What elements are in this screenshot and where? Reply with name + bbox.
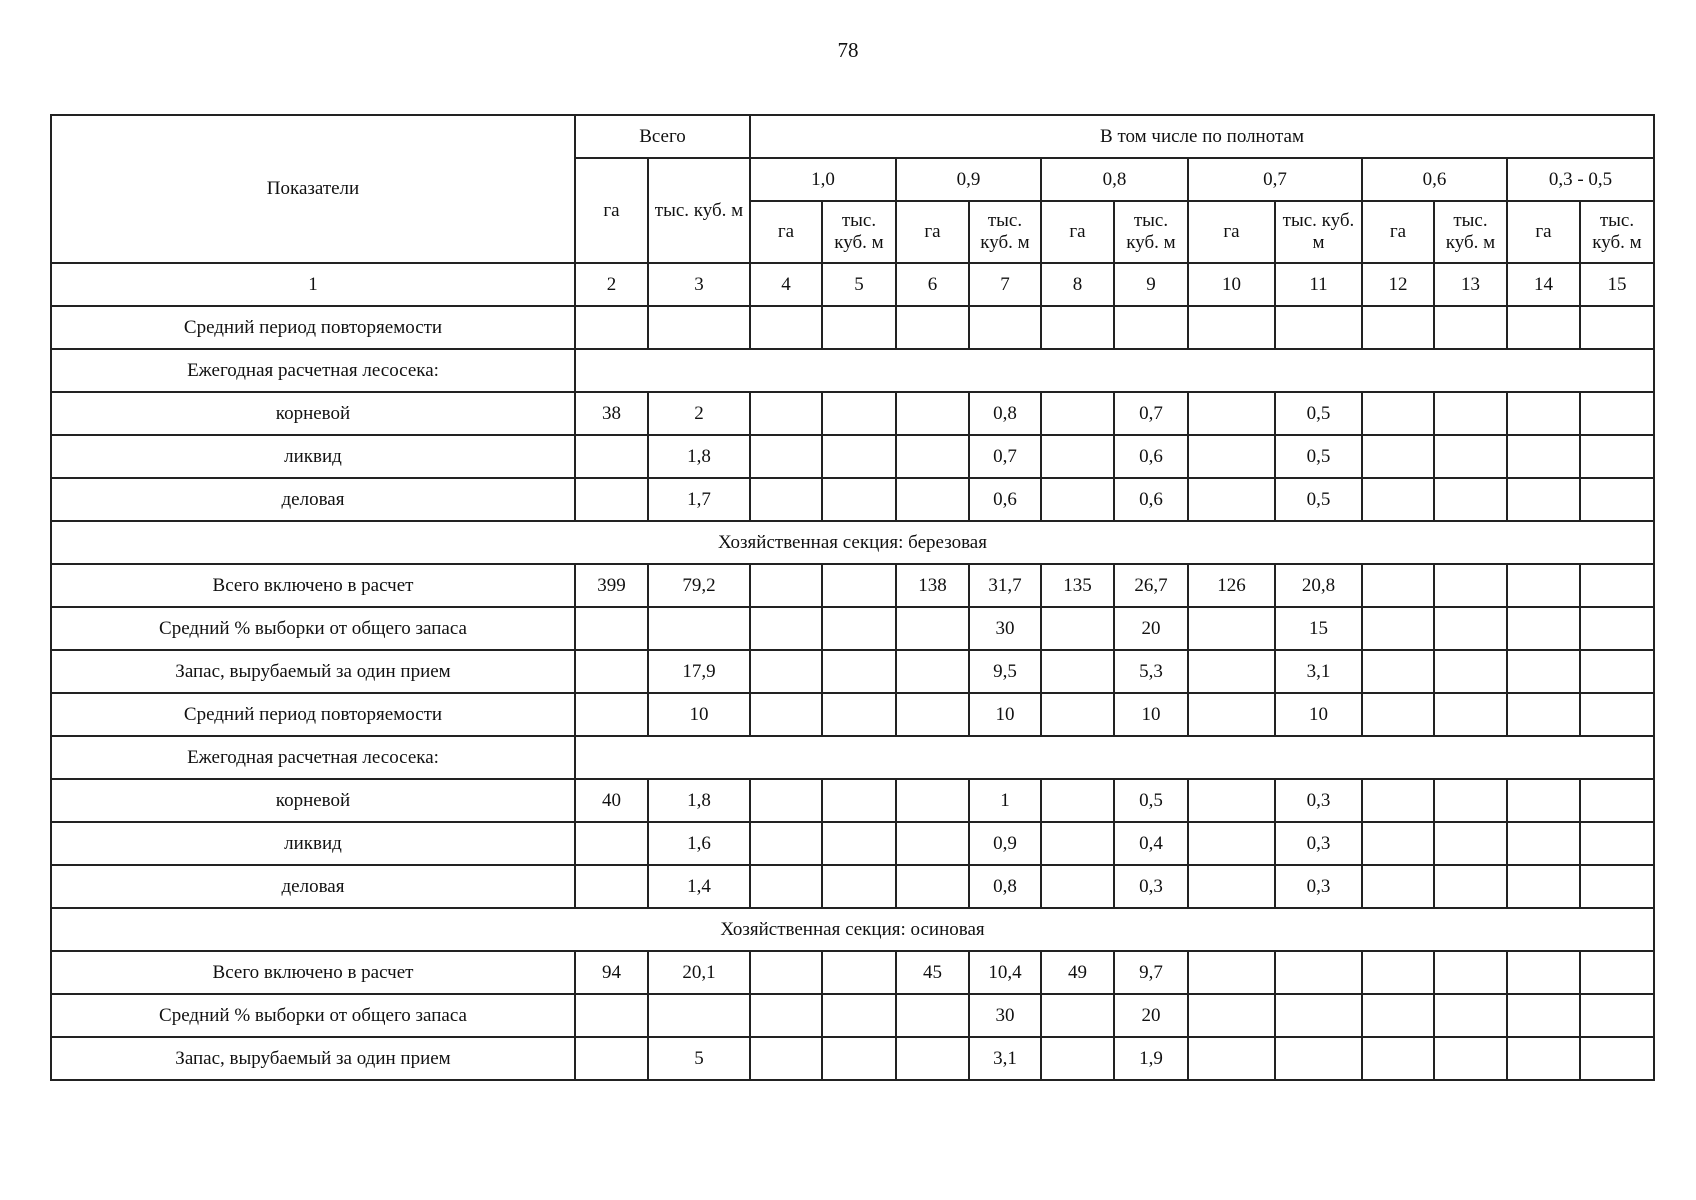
row-label: корневой [51,392,575,435]
column-number: 9 [1114,263,1188,306]
column-number: 11 [1275,263,1362,306]
table-cell: 135 [1041,564,1114,607]
header-density-3: 0,8 [1041,158,1188,201]
header-unit-volume: тыс. куб. м [1114,201,1188,263]
table-cell [575,865,648,908]
header-unit-volume: тыс. куб. м [1580,201,1654,263]
table-cell [1362,392,1434,435]
row-label: Всего включено в расчет [51,564,575,607]
table-cell: 399 [575,564,648,607]
table-row [51,951,1654,994]
column-number: 14 [1507,263,1580,306]
header-row-1 [51,115,1654,158]
table-cell: 40 [575,779,648,822]
table-row [51,1037,1654,1080]
table-cell [1507,994,1580,1037]
table-cell [896,994,969,1037]
table-cell [750,607,822,650]
table-cell [1041,822,1114,865]
column-number: 10 [1188,263,1275,306]
table-cell [1434,779,1507,822]
header-density-4: 0,7 [1188,158,1362,201]
column-number: 1 [51,263,575,306]
table-cell: 15 [1275,607,1362,650]
table-cell: 1,8 [648,779,750,822]
row-label: Всего включено в расчет [51,951,575,994]
table-cell: 0,5 [1275,392,1362,435]
header-unit-ha: га [750,201,822,263]
table-cell: 0,6 [1114,478,1188,521]
table-cell [896,865,969,908]
table-cell: 79,2 [648,564,750,607]
table-cell [1041,478,1114,521]
table-cell [1434,306,1507,349]
table-cell: 0,9 [969,822,1041,865]
row-label: ликвид [51,822,575,865]
table-cell: 0,4 [1114,822,1188,865]
table-cell [750,865,822,908]
table-cell [1362,779,1434,822]
table-cell [822,1037,896,1080]
table-cell [575,650,648,693]
subheading-row [51,736,1654,779]
table-cell [575,994,648,1037]
table-cell [1434,693,1507,736]
table-cell [1362,306,1434,349]
table-cell [1580,435,1654,478]
table-cell [822,865,896,908]
table-cell: 94 [575,951,648,994]
table-cell [1507,650,1580,693]
table-cell: 45 [896,951,969,994]
table-row [51,822,1654,865]
table-cell [1580,392,1654,435]
header-unit-volume: тыс. куб. м [1434,201,1507,263]
table-cell [1188,435,1275,478]
table-cell [1041,994,1114,1037]
table-cell [896,822,969,865]
table-row [51,607,1654,650]
table-cell [1362,693,1434,736]
header-unit-ha: га [1188,201,1275,263]
header-indicator: Показатели [51,115,575,263]
table-cell [1507,951,1580,994]
table-cell: 10,4 [969,951,1041,994]
table-cell: 38 [575,392,648,435]
column-number: 3 [648,263,750,306]
table-cell: 0,8 [969,865,1041,908]
table-cell: 26,7 [1114,564,1188,607]
table-cell [896,392,969,435]
table-cell: 138 [896,564,969,607]
table-cell [575,822,648,865]
column-number: 7 [969,263,1041,306]
table-cell: 10 [1275,693,1362,736]
table-cell: 3,1 [1275,650,1362,693]
table-cell [1580,822,1654,865]
table-cell [1188,779,1275,822]
table-cell: 1,6 [648,822,750,865]
table-cell [750,693,822,736]
table-cell [648,306,750,349]
table-cell [1362,650,1434,693]
table-cell [750,392,822,435]
table-cell [750,435,822,478]
table-cell [1507,779,1580,822]
table-cell: 1,7 [648,478,750,521]
header-density-2: 0,9 [896,158,1041,201]
row-label: Ежегодная расчетная лесосека: [51,349,575,392]
table-cell [575,478,648,521]
table-body [51,115,1654,1080]
header-by-density: В том числе по полнотам [750,115,1654,158]
table-cell [1580,564,1654,607]
table-cell [896,1037,969,1080]
table-cell [822,392,896,435]
table-cell: 20 [1114,994,1188,1037]
header-density-5: 0,6 [1362,158,1507,201]
table-cell [969,306,1041,349]
table-cell: 3,1 [969,1037,1041,1080]
table-cell [1188,306,1275,349]
table-cell [750,650,822,693]
table-row [51,650,1654,693]
table-cell: 0,6 [969,478,1041,521]
header-density-6: 0,3 - 0,5 [1507,158,1654,201]
row-label: Средний % выборки от общего запаса [51,994,575,1037]
table-cell [1041,1037,1114,1080]
table-cell: 126 [1188,564,1275,607]
table-cell: 0,6 [1114,435,1188,478]
table-cell: 20,1 [648,951,750,994]
table-cell [575,607,648,650]
table-cell [822,564,896,607]
column-number: 12 [1362,263,1434,306]
table-cell [1041,607,1114,650]
table-cell [750,951,822,994]
header-unit-ha: га [1041,201,1114,263]
table-cell [896,693,969,736]
table-cell [822,478,896,521]
table-cell [750,1037,822,1080]
table-cell [1041,435,1114,478]
header-total: Всего [575,115,750,158]
table-cell: 0,7 [969,435,1041,478]
column-numbers-row [51,263,1654,306]
table-cell [1580,994,1654,1037]
table-cell [1188,693,1275,736]
table-row [51,478,1654,521]
table-cell: 0,3 [1275,822,1362,865]
table-cell [1507,693,1580,736]
table-cell [1362,478,1434,521]
row-label: деловая [51,865,575,908]
table-cell [1041,392,1114,435]
table-cell [1041,779,1114,822]
table-cell [575,306,648,349]
column-number: 5 [822,263,896,306]
table-cell: 0,8 [969,392,1041,435]
table-cell [896,306,969,349]
table-cell [1434,1037,1507,1080]
table-cell: 5,3 [1114,650,1188,693]
table-cell [1580,607,1654,650]
table-cell [822,779,896,822]
table-cell: 10 [969,693,1041,736]
table-cell [750,994,822,1037]
table-cell [1114,306,1188,349]
table-cell [896,607,969,650]
table-cell: 1,8 [648,435,750,478]
table-cell: 20 [1114,607,1188,650]
section-title: Хозяйственная секция: березовая [51,521,1654,564]
table-cell [1434,607,1507,650]
table-cell [750,478,822,521]
table-cell: 9,7 [1114,951,1188,994]
table-cell: 0,5 [1275,478,1362,521]
table-cell: 30 [969,994,1041,1037]
table-cell: 1,9 [1114,1037,1188,1080]
table-cell [1362,607,1434,650]
row-label: Ежегодная расчетная лесосека: [51,736,575,779]
table-cell: 0,5 [1114,779,1188,822]
table-cell [1580,865,1654,908]
table-cell [822,994,896,1037]
table-cell [1507,435,1580,478]
table-cell [1580,650,1654,693]
table-cell: 0,7 [1114,392,1188,435]
column-number: 15 [1580,263,1654,306]
row-label: Запас, вырубаемый за один прием [51,650,575,693]
table-cell [1434,564,1507,607]
column-number: 6 [896,263,969,306]
table-cell: 0,3 [1114,865,1188,908]
table-row [51,306,1654,349]
table-cell [1434,994,1507,1037]
header-unit-ha: га [1362,201,1434,263]
table-cell [1507,392,1580,435]
table-row [51,693,1654,736]
table-cell [750,564,822,607]
table-cell [1507,607,1580,650]
row-label: Средний период повторяемости [51,693,575,736]
table-cell [1188,478,1275,521]
table-cell [1507,865,1580,908]
table-cell [896,478,969,521]
table-cell [1188,1037,1275,1080]
header-unit-volume: тыс. куб. м [822,201,896,263]
table-cell [822,951,896,994]
table-cell [1362,435,1434,478]
table-cell [1434,822,1507,865]
table-row [51,564,1654,607]
table-cell [1188,650,1275,693]
table-cell [1188,392,1275,435]
row-label: Запас, вырубаемый за один прием [51,1037,575,1080]
table-cell [1188,951,1275,994]
table-cell: 2 [648,392,750,435]
table-cell [1362,994,1434,1037]
table-cell [575,1037,648,1080]
page-number: 78 [837,38,859,62]
table-cell [896,779,969,822]
table-cell [896,650,969,693]
table-row [51,994,1654,1037]
row-label: ликвид [51,435,575,478]
table-cell [1434,435,1507,478]
table-cell [1507,478,1580,521]
table-cell [1275,306,1362,349]
table-row [51,435,1654,478]
table-cell [1580,1037,1654,1080]
table-cell [1362,1037,1434,1080]
table-cell [822,822,896,865]
table-cell [575,435,648,478]
table-cell [822,306,896,349]
table-cell [1434,951,1507,994]
table-cell [648,607,750,650]
table-cell [1507,1037,1580,1080]
table-cell [822,607,896,650]
table-cell: 9,5 [969,650,1041,693]
table-cell [1507,822,1580,865]
row-label: корневой [51,779,575,822]
table-cell [1188,822,1275,865]
table-cell [750,306,822,349]
table-cell [1041,865,1114,908]
table-cell [1275,951,1362,994]
table-cell [1434,392,1507,435]
table-cell [1580,478,1654,521]
section-title: Хозяйственная секция: осиновая [51,908,1654,951]
table-row [51,779,1654,822]
table-cell [822,693,896,736]
column-number: 8 [1041,263,1114,306]
table-cell [1434,478,1507,521]
table-row [51,392,1654,435]
table-cell [1275,994,1362,1037]
table-cell [1041,306,1114,349]
table-row [51,865,1654,908]
table-cell: 0,3 [1275,779,1362,822]
table-cell: 0,3 [1275,865,1362,908]
table-cell [896,435,969,478]
table-cell [1362,865,1434,908]
table-cell [1188,607,1275,650]
header-unit-volume: тыс. куб. м [1275,201,1362,263]
section-row [51,521,1654,564]
forest-cutting-table [50,114,1655,1081]
table-cell [1362,822,1434,865]
table-cell: 49 [1041,951,1114,994]
header-density-1: 1,0 [750,158,896,201]
table-cell [1580,693,1654,736]
header-unit-ha: га [1507,201,1580,263]
table-cell [1362,564,1434,607]
header-unit-ha: га [896,201,969,263]
table-cell [1580,779,1654,822]
table-cell [822,435,896,478]
table-cell [1434,865,1507,908]
table-cell: 30 [969,607,1041,650]
table-cell [1580,306,1654,349]
table-cell [750,779,822,822]
table-cell [1507,306,1580,349]
section-row [51,908,1654,951]
table-cell: 20,8 [1275,564,1362,607]
table-cell [1188,865,1275,908]
table-cell [1580,951,1654,994]
table-cell: 10 [1114,693,1188,736]
row-label: деловая [51,478,575,521]
table-cell [1041,693,1114,736]
header-unit-volume: тыс. куб. м [969,201,1041,263]
table-cell: 31,7 [969,564,1041,607]
table-cell [1188,994,1275,1037]
table-cell [1041,650,1114,693]
table-cell: 10 [648,693,750,736]
table-cell: 17,9 [648,650,750,693]
table-cell [648,994,750,1037]
row-label: Средний период повторяемости [51,306,575,349]
table-cell: 1 [969,779,1041,822]
empty-cell [575,736,1654,779]
table-cell [1362,951,1434,994]
table-cell [750,822,822,865]
table-cell [1275,1037,1362,1080]
table-cell: 1,4 [648,865,750,908]
subheading-row [51,349,1654,392]
table-cell: 5 [648,1037,750,1080]
column-number: 2 [575,263,648,306]
column-number: 4 [750,263,822,306]
table-cell [575,693,648,736]
header-total-ha: га [575,158,648,263]
table-cell [1434,650,1507,693]
table-cell: 0,5 [1275,435,1362,478]
header-total-volume: тыс. куб. м [648,158,750,263]
table-cell [1507,564,1580,607]
empty-cell [575,349,1654,392]
column-number: 13 [1434,263,1507,306]
row-label: Средний % выборки от общего запаса [51,607,575,650]
table-cell [822,650,896,693]
